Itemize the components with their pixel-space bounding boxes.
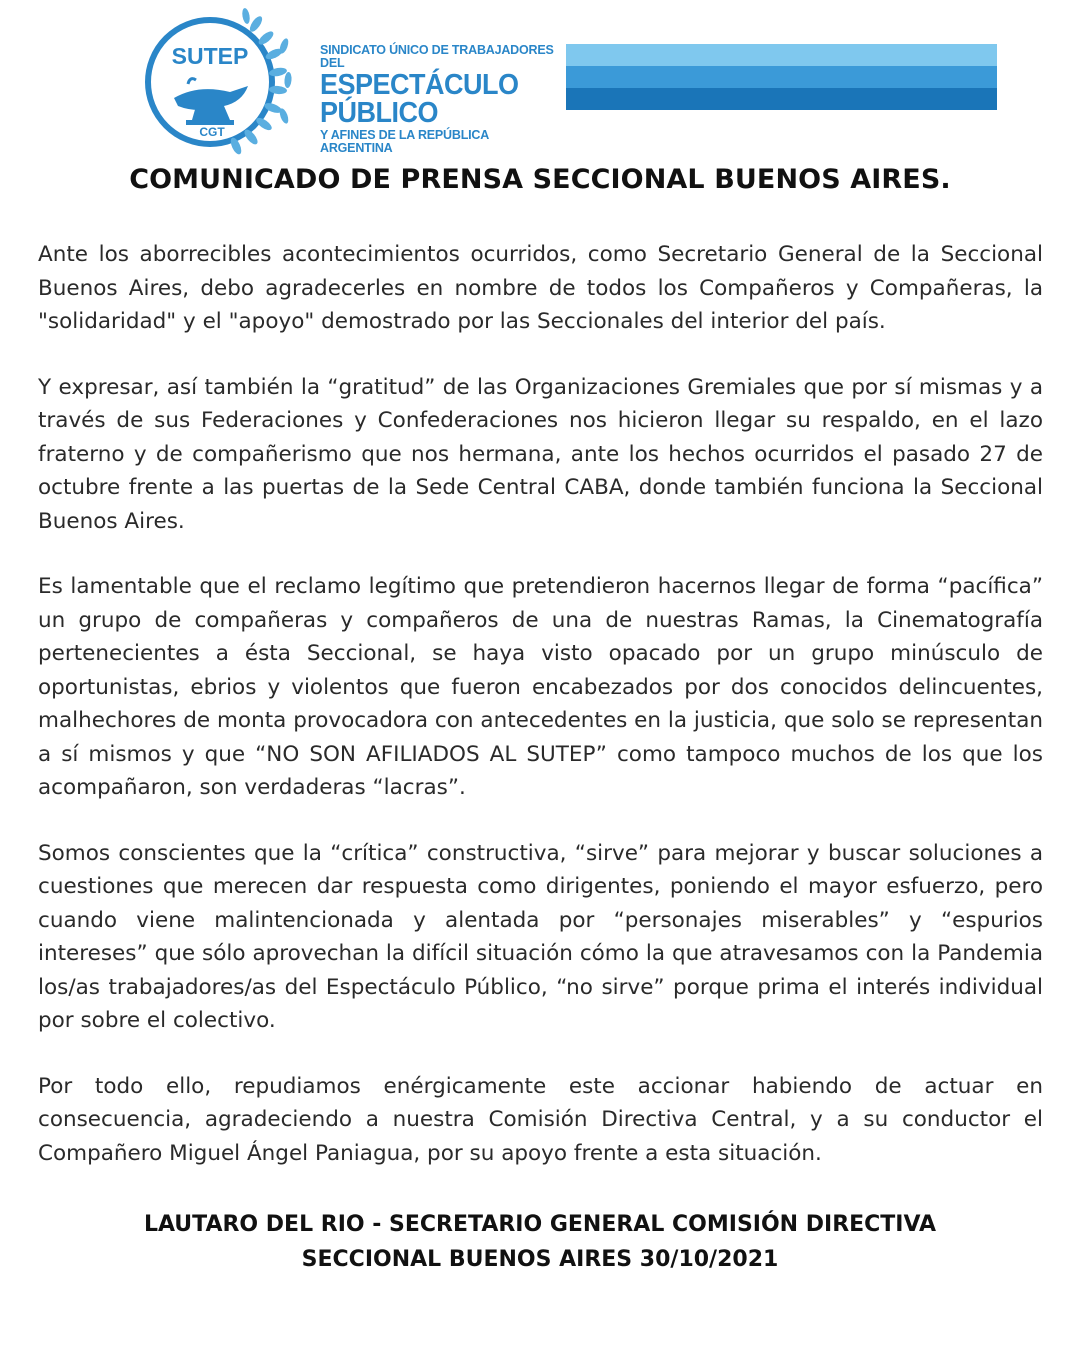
org-line-2: ESPECTÁCULO PÚBLICO bbox=[320, 68, 519, 129]
org-line-3: Y AFINES DE LA REPÚBLICA ARGENTINA bbox=[320, 128, 489, 155]
logo-wordmark: SUTEP bbox=[171, 43, 249, 69]
paragraph: Y expresar, así también la “gratitud” de las Organizaciones Gremiales que por sí mismas y a través de sus Federaciones y Confederaciones nos hicieron llegar su respaldo, en el lazo fraterno y de compañerismo que nos hermana, ante los hechos ocurridos el pasado 27 de octubre frente a las puertas de la Sede Central CABA, donde también funciona la Seccional Buenos Aires. bbox=[38, 374, 1043, 534]
signature bbox=[0, 1207, 1080, 1277]
page-title: COMUNICADO DE PRENSA SECCIONAL BUENOS AIRES. bbox=[129, 164, 951, 195]
logo-cgt: CGT bbox=[199, 125, 225, 139]
press-release-body bbox=[38, 238, 1043, 1202]
paragraph: Es lamentable que el reclamo legítimo que pretendieron hacernos llegar de forma “pacífica” un grupo de compañeras y compañeros de una de nuestras Ramas, la Cinematografía pertenecientes a ésta Seccional, se haya visto opacado por un grupo minúsculo de oportunistas, ebrios y violentos que fueron encabezados por dos conocidos delincuentes, malhechores de monta provocadora con antecedentes en la justicia, que solo se representan a sí mismos y que “NO SON AFILIADOS AL SUTEP” como tampoco muchos de los que los acompañaron, son verdaderas “lacras”. bbox=[38, 574, 1043, 800]
stripe-light bbox=[566, 44, 997, 66]
header-stripes bbox=[566, 44, 997, 110]
paragraph: Por todo ello, repudiamos enérgicamente este accionar habiendo de actuar en consecuencia, agradeciendo a nuestra Comisión Directiva Central, y a su conductor el Compañero Miguel Ángel Paniagua, por su apoyo frente a esta situación. bbox=[38, 1073, 1043, 1166]
stripe-mid bbox=[566, 66, 997, 88]
org-line-1: SINDICATO ÚNICO DE TRABAJADORES DEL bbox=[320, 43, 554, 70]
letterhead bbox=[0, 0, 1080, 165]
signature-line-1: LAUTARO DEL RIO - SECRETARIO GENERAL COMISIÓN DIRECTIVA bbox=[143, 1212, 937, 1237]
stripe-dark bbox=[566, 88, 997, 110]
paragraph: Somos conscientes que la “crítica” constructiva, “sirve” para mejorar y buscar soluciones a cuestiones que merecen dar respuesta como dirigentes, poniendo el mayor esfuerzo, pero cuando viene malintencionada y alentada por “personajes miserables” y “espurios intereses” que sólo aprovechan la difícil situación cómo la que atravesamos con la Pandemia los/as trabajadores/as del Espectáculo Público, “no sirve” porque prima el interés individual por sobre el colectivo. bbox=[38, 840, 1043, 1033]
signature-line-2: SECCIONAL BUENOS AIRES 30/10/2021 bbox=[301, 1247, 779, 1272]
organization-name bbox=[320, 44, 560, 154]
paragraph: Ante los aborrecibles acontecimientos ocurridos, como Secretario General de la Seccional Buenos Aires, debo agradecerles en nombre de todos los Compañeros y Compañeras, la "solidaridad" y el "apoyo" demostrado por las Seccionales del interior del país. bbox=[38, 242, 1043, 334]
sutep-logo bbox=[138, 6, 298, 158]
